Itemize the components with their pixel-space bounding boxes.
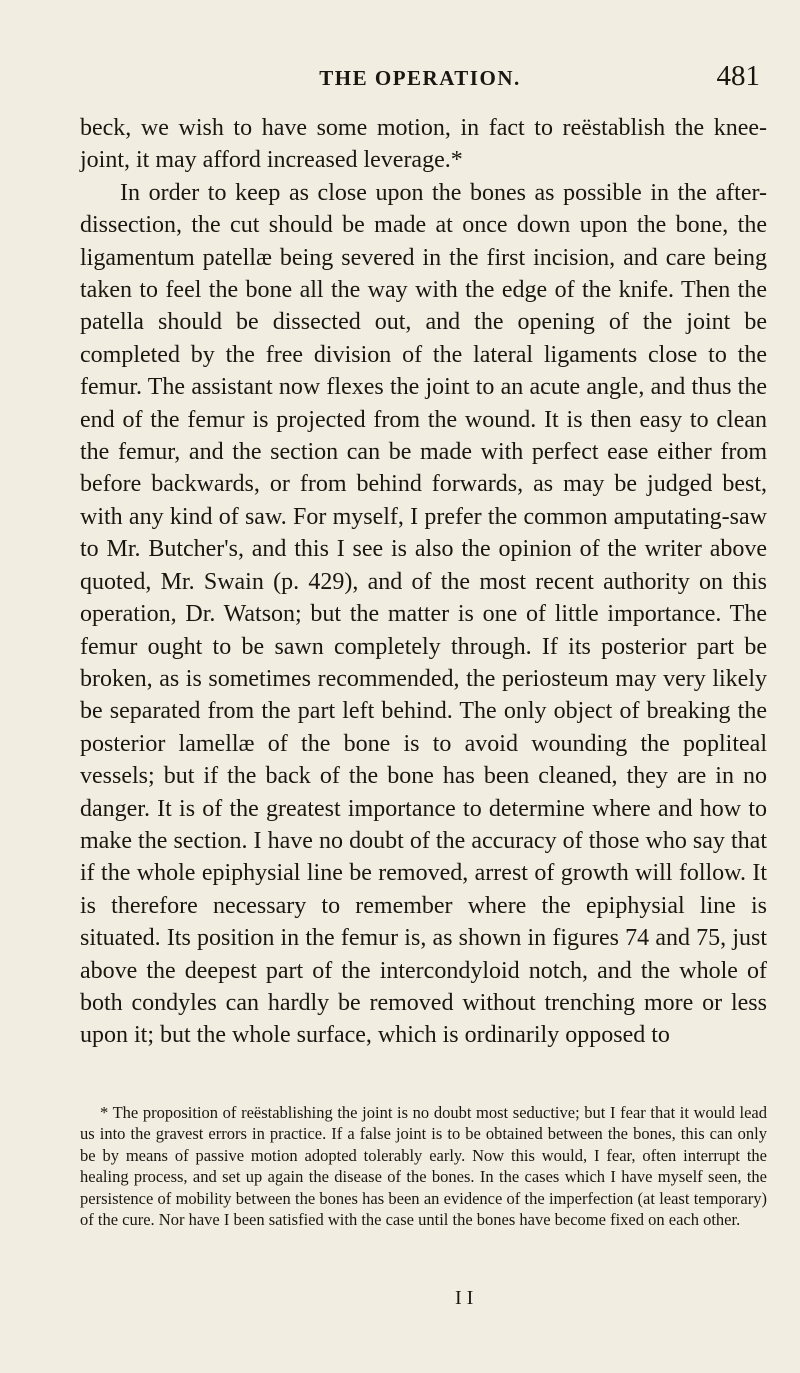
footnote <box>80 1102 767 1230</box>
footnote-text: * The proposition of reëstablishing the joint is no doubt most seductive; but I fear that it would lead us into the gravest errors in practice. If a false joint is to be obtained between the bones, this can only be by means of passive motion adopted tolerably early. Now this would, I fear, often interrupt the healing process, and set up again the disease of the bones. In the cases which I have myself seen, the persistence of mobility between the bones has been an evidence of the imperfection (at least temporary) of the cure. Nor have I been satisfied with the case until the bones have become fixed on each other. <box>80 1103 767 1230</box>
page-header <box>80 60 760 106</box>
printer-signature: I I <box>455 1287 474 1309</box>
body-text <box>80 112 767 1052</box>
paragraph: In order to keep as close upon the bones as possible in the after-dissection, the cut should be made at once down upon the bone, the ligamentum patellæ being severed in the first incision, and care being taken to feel the bone all the way with the edge of the knife. Then the patella should be dissected out, and the opening of the joint be completed by the free division of the lateral ligaments close to the femur. The assistant now flexes the joint to an acute angle, and thus the end of the femur is projected from the wound. It is then easy to clean the femur, and the section can be made with perfect ease either from before backwards, or from behind forwards, as may be judged best, with any kind of saw. For myself, I prefer the common amputating-saw to Mr. Butcher's, and this I see is also the opinion of the writer above quoted, Mr. Swain (p. 429), and of the most recent authority on this operation, Dr. Watson; but the matter is one of little importance. The femur ought to be sawn completely through. If its posterior part be broken, as is sometimes recommended, the periosteum may very likely be separated from the part left behind. The only object of breaking the posterior lamellæ of the bone is to avoid wounding the popliteal vessels; but if the back of the bone has been cleaned, they are in no danger. It is of the greatest importance to determine where and how to make the section. I have no doubt of the accuracy of those who say that if the whole epiphysial line be removed, arrest of growth will follow. It is therefore necessary to remember where the epiphysial line is situated. Its position in the femur is, as shown in figures 74 and 75, just above the deepest part of the intercondyloid notch, and the whole of both condyles can hardly be removed without trenching more or less upon it; but the whole surface, which is ordinarily opposed to <box>80 179 767 1049</box>
page-number: 481 <box>716 60 760 92</box>
running-head: THE OPERATION. <box>319 66 521 90</box>
paragraph: beck, we wish to have some motion, in fact to reëstablish the knee-joint, it may afford increased leverage.* <box>80 115 767 174</box>
